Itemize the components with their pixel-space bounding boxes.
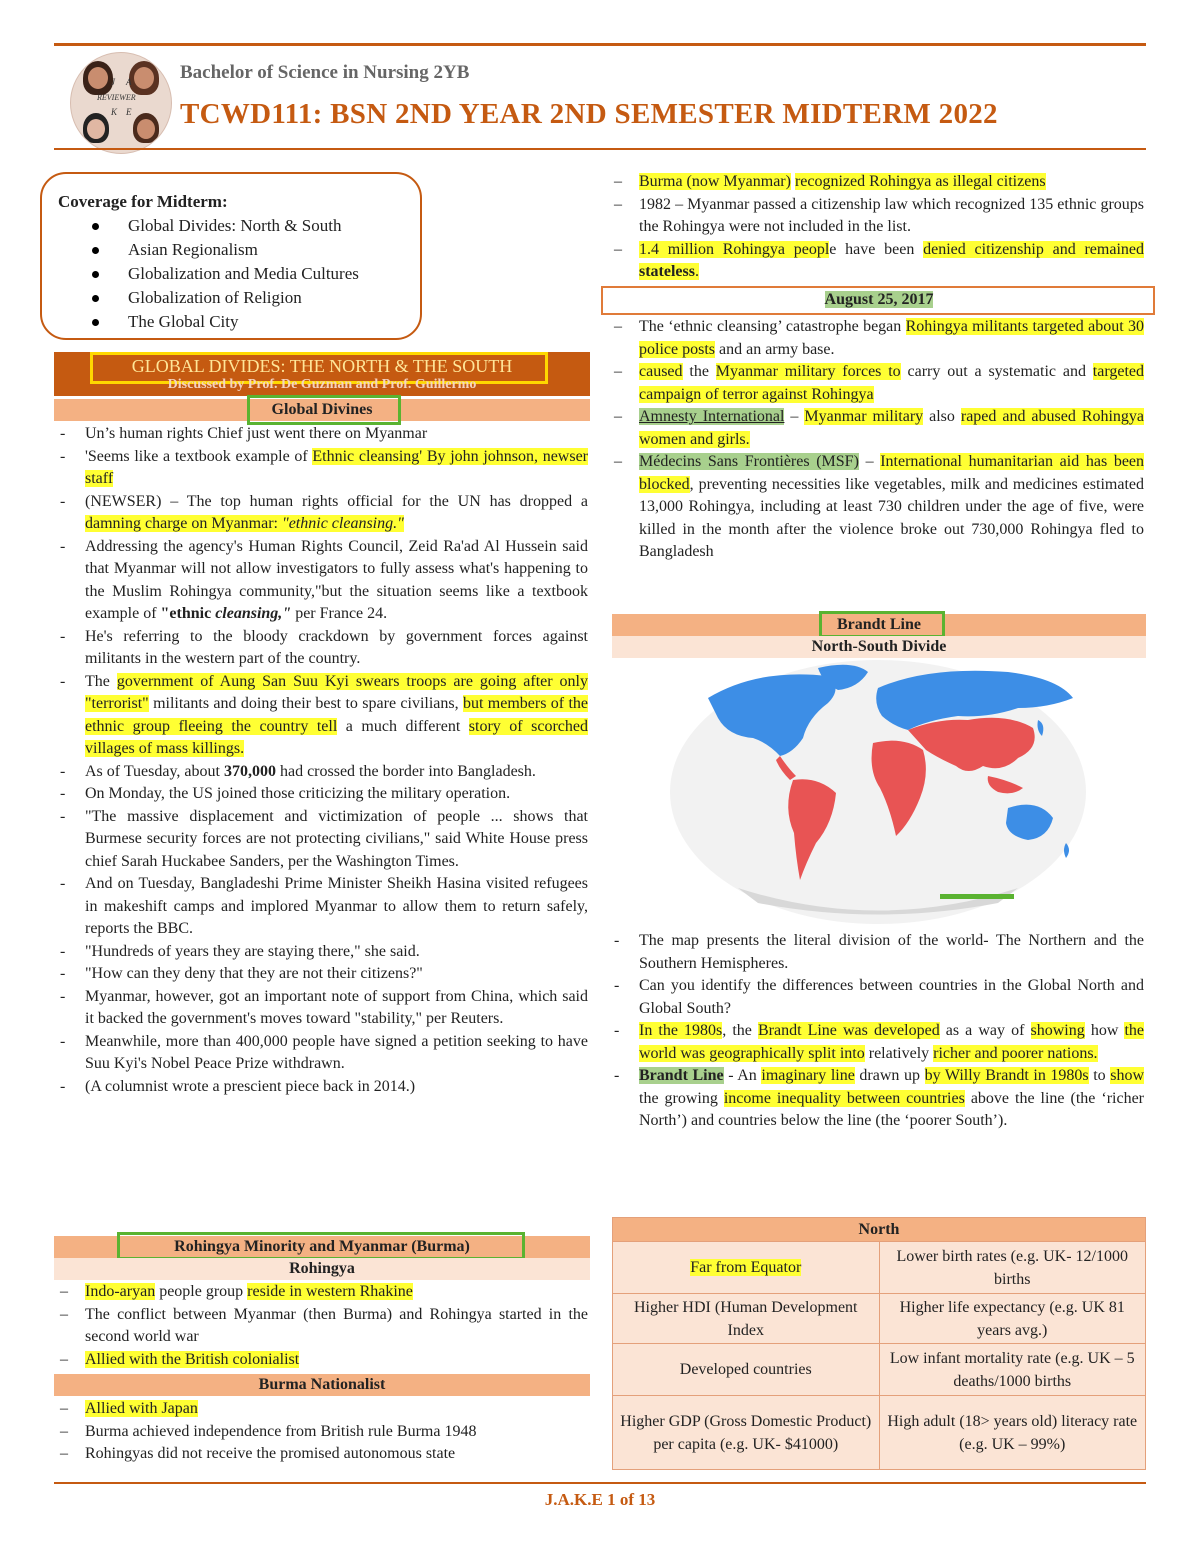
table-cell: Higher life expectancy (e.g. UK 81 years avg.) bbox=[879, 1294, 1146, 1344]
burma-list bbox=[58, 1398, 588, 1466]
list-item: – Amnesty International – Myanmar military also raped and abused Rohingya women and girls. bbox=[612, 406, 1144, 451]
list-item: - And on Tuesday, Bangladeshi Prime Minister Sheikh Hasina visited refugees in makeshift camps and implored Myanmar to allow them to return safely, reports the BBC. bbox=[58, 873, 588, 941]
section-discussed-by: Discussed by Prof. De Guzman and Prof. Guillermo bbox=[167, 377, 477, 392]
list-item: – Burma achieved independence from British rule Burma 1948 bbox=[58, 1421, 588, 1444]
brandt-list bbox=[612, 930, 1144, 1133]
coverage-item: Globalization of Religion bbox=[128, 286, 420, 310]
table-row bbox=[613, 1396, 1146, 1470]
table-cell: Low infant mortality rate (e.g. UK – 5 deaths/1000 births bbox=[879, 1344, 1146, 1396]
table-cell: Higher GDP (Gross Domestic Product) per capita (e.g. UK- $41000) bbox=[613, 1396, 880, 1470]
map-brandt-marker bbox=[940, 894, 1014, 899]
logo bbox=[70, 52, 172, 154]
list-item: - (NEWSER) – The top human rights official for the UN has dropped a damning charge on Myanmar: "ethnic cleansing." bbox=[58, 491, 588, 536]
logo-letter: K bbox=[111, 107, 118, 117]
table-cell: Developed countries bbox=[613, 1344, 880, 1396]
list-item: – The ‘ethnic cleansing’ catastrophe began Rohingya militants targeted about 30 police posts and an army base. bbox=[612, 316, 1144, 361]
subheading-rohingya: Rohingya bbox=[289, 1260, 355, 1277]
coverage-list bbox=[58, 214, 420, 334]
left-column-list-1 bbox=[58, 423, 588, 1098]
august-list bbox=[612, 316, 1144, 564]
date-heading: August 25, 2017 bbox=[824, 291, 934, 308]
coverage-box bbox=[40, 172, 422, 340]
table-cell: High adult (18> years old) literacy rate (e.g. UK – 99%) bbox=[879, 1396, 1146, 1470]
coverage-item: Globalization and Media Cultures bbox=[128, 262, 420, 286]
list-item: - "Hundreds of years they are staying there," she said. bbox=[58, 941, 588, 964]
table-cell: Far from Equator bbox=[690, 1259, 802, 1276]
north-south-map bbox=[668, 658, 1088, 926]
list-item: – Médecins Sans Frontières (MSF) – International humanitarian aid has been blocked, preventing necessities like vegetables, milk and medicines estimated 13,000 Rohingya, including at least 730 children under the age of five, were killed in the month after the violence broke out 730,000 Rohingya fled to Bangladesh bbox=[612, 451, 1144, 564]
table-row bbox=[613, 1344, 1146, 1396]
list-item: - As of Tuesday, about 370,000 had crossed the border into Bangladesh. bbox=[58, 761, 588, 784]
list-item: - He's referring to the bloody crackdown by government forces against militants in the western part of the country. bbox=[58, 626, 588, 671]
list-item: - Addressing the agency's Human Rights Council, Zeid Ra'ad Al Hussein said that Myanmar will not allow investigators to fully assess what's happening to the Muslim Rohingya community,"but the situation seems like a textbook example of "ethnic cleansing," per France 24. bbox=[58, 536, 588, 626]
section2-title: Rohingya Minority and Myanmar (Burma) bbox=[174, 1238, 470, 1255]
footer-rule bbox=[54, 1482, 1146, 1484]
header-rule-bottom bbox=[54, 148, 1146, 150]
list-item: – Indo-aryan people group reside in western Rhakine bbox=[58, 1281, 588, 1304]
page-title: TCWD111: BSN 2ND YEAR 2ND SEMESTER MIDTERM 2022 bbox=[180, 98, 998, 130]
list-item: - Un’s human rights Chief just went there on Myanmar bbox=[58, 423, 588, 446]
list-item: - Myanmar, however, got an important note of support from China, which said it backed the government's moves toward "stability," per Reuters. bbox=[58, 986, 588, 1031]
list-item: - Meanwhile, more than 400,000 people have signed a petition seeking to have Suu Kyi's Nobel Peace Prize withdrawn. bbox=[58, 1031, 588, 1076]
list-item: - The government of Aung San Suu Kyi swears troops are going after only "terrorist" militants and doing their best to spare civilians, but members of the ethnic group fleeing the country tell a much different story of scorched villages of mass killings. bbox=[58, 671, 588, 761]
north-table bbox=[612, 1217, 1146, 1470]
list-item: – Allied with Japan bbox=[58, 1398, 588, 1421]
header-rule-top bbox=[54, 43, 1146, 46]
logo-text: REVIEWER bbox=[97, 93, 136, 102]
coverage-item: The Global City bbox=[128, 310, 420, 334]
subheading-burma-nationalist: Burma Nationalist bbox=[258, 1376, 386, 1393]
list-item: - "The massive displacement and victimization of people ... shows that Burmese security forces are not protecting civilians," said White House press chief Sarah Huckabee Sanders, per the Washington Times. bbox=[58, 806, 588, 874]
brandt-title-box bbox=[819, 611, 945, 638]
list-item: – 1982 – Myanmar passed a citizenship law which recognized 135 ethnic groups the Rohingya were not included in the list. bbox=[612, 194, 1144, 239]
section2-title-box bbox=[117, 1232, 525, 1260]
list-item: - Brandt Line - An imaginary line drawn up by Willy Brandt in 1980s to show the growing income inequality between countries above the line (the ‘richer North’) and countries below the line (the ‘poorer South’). bbox=[612, 1065, 1144, 1133]
list-item: – 1.4 million Rohingya people have been denied citizenship and remained stateless. bbox=[612, 239, 1144, 284]
list-item: - In the 1980s, the Brandt Line was developed as a way of showing how the world was geographically split into relatively richer and poorer nations. bbox=[612, 1020, 1144, 1065]
coverage-item: Asian Regionalism bbox=[128, 238, 420, 262]
table-cell: Higher HDI (Human Development Index bbox=[613, 1294, 880, 1344]
list-item: – caused the Myanmar military forces to carry out a systematic and targeted campaign of terror against Rohingya bbox=[612, 361, 1144, 406]
page-footer: J.A.K.E 1 of 13 bbox=[544, 1490, 656, 1509]
table-cell: Lower birth rates (e.g. UK- 12/1000 births bbox=[879, 1242, 1146, 1294]
list-item: – The conflict between Myanmar (then Burma) and Rohingya started in the second world war bbox=[58, 1304, 588, 1349]
brandt-title: Brandt Line bbox=[836, 616, 921, 633]
list-item: - Can you identify the differences between countries in the Global North and Global South? bbox=[612, 975, 1144, 1020]
subheading-highlight-box bbox=[247, 395, 401, 425]
table-row bbox=[613, 1242, 1146, 1294]
list-item: - 'Seems like a textbook example of Ethnic cleansing' By john johnson, newser staff bbox=[58, 446, 588, 491]
list-item: - "How can they deny that they are not their citizens?" bbox=[58, 963, 588, 986]
logo-letter: E bbox=[126, 107, 132, 117]
coverage-heading: Coverage for Midterm: bbox=[58, 192, 228, 211]
list-item: – Burma (now Myanmar) recognized Rohingya as illegal citizens bbox=[612, 171, 1144, 194]
north-table-header: North bbox=[613, 1218, 1146, 1242]
coverage-item: Global Divides: North & South bbox=[128, 214, 420, 238]
table-row bbox=[613, 1294, 1146, 1344]
course-subtitle: Bachelor of Science in Nursing 2YB bbox=[180, 62, 470, 83]
list-item: - (A columnist wrote a prescient piece back in 2014.) bbox=[58, 1076, 588, 1099]
list-item: - On Monday, the US joined those criticizing the military operation. bbox=[58, 783, 588, 806]
section-title: GLOBAL DIVIDES: THE NORTH & THE SOUTH bbox=[131, 356, 513, 376]
list-item: - The map presents the literal division of the world- The Northern and the Southern Hemispheres. bbox=[612, 930, 1144, 975]
logo-letter: J bbox=[111, 77, 115, 87]
north-south-divide-heading: North-South Divide bbox=[811, 638, 947, 655]
logo-letter: A bbox=[126, 77, 132, 87]
rohingya-list bbox=[58, 1281, 588, 1371]
list-item: – Rohingyas did not receive the promised autonomous state bbox=[58, 1443, 588, 1466]
subheading-global-divines: Global Divines bbox=[271, 401, 373, 418]
right-top-list bbox=[612, 171, 1144, 284]
list-item: – Allied with the British colonialist bbox=[58, 1349, 588, 1372]
